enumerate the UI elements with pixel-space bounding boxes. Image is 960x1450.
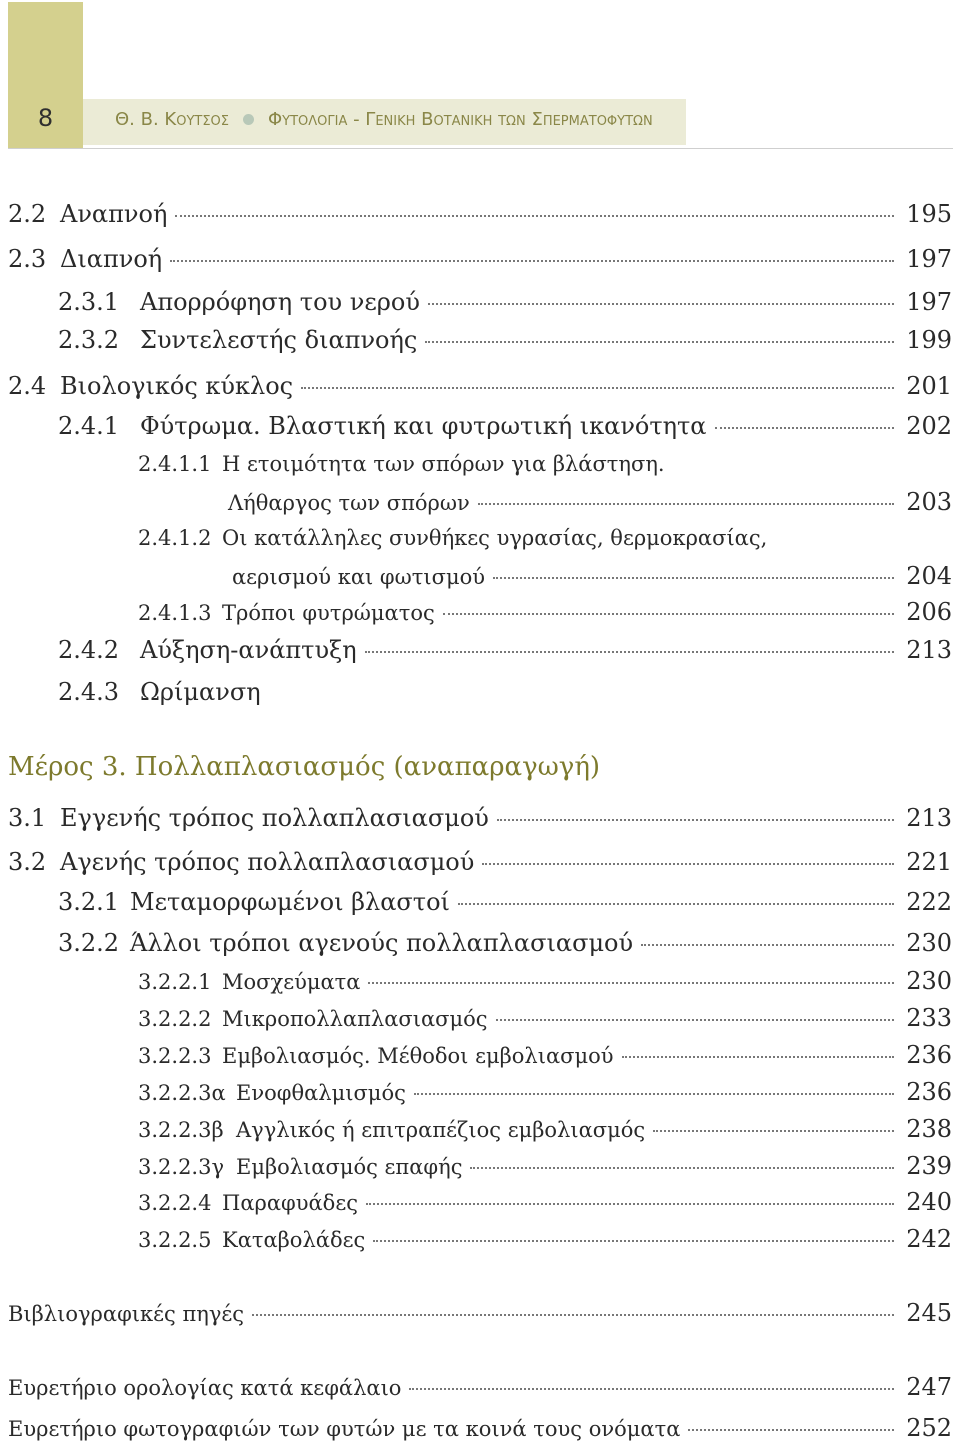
toc-entry-page: 240 [906, 1188, 952, 1216]
toc-entry[interactable]: 3.2.2.3α Ενοφθαλμισμός 236 [138, 1078, 952, 1106]
toc-entry-title: Η ετοιμότητα των σπόρων για βλάστηση. [222, 452, 665, 476]
toc-entry-page: 201 [906, 372, 952, 400]
leader-dots [497, 819, 894, 821]
toc-entry-title: Αναπνοή [60, 200, 168, 228]
toc-entry[interactable]: 2.4.1.1 Η ετοιμότητα των σπόρων για βλάστηση. [138, 452, 665, 476]
toc-entry[interactable]: 2.4.1 Φύτρωμα. Βλαστική και φυτρωτική ικανότητα 202 [58, 412, 952, 440]
toc-entry-title: Βιβλιογραφικές πηγές [8, 1302, 245, 1326]
author-name: Θ. Β. Κουτσος [115, 109, 229, 130]
leader-dots [175, 215, 894, 217]
toc-entry[interactable]: 2.4.3 Ωρίμανση [58, 678, 261, 706]
toc-entry[interactable] [8, 1373, 952, 1409]
leader-dots [470, 1167, 894, 1169]
leader-dots [458, 903, 894, 905]
toc-entry-title: Άλλοι τρόποι αγενούς πολλαπλασιασμού [130, 929, 634, 957]
toc-entry-page: 238 [906, 1115, 952, 1143]
toc-entry[interactable]: 2.3 Διαπνοή 197 [8, 245, 952, 273]
toc-entry-page: 242 [906, 1225, 952, 1253]
leader-dots [653, 1130, 894, 1132]
toc-entry-page: 199 [906, 326, 952, 354]
toc-entry[interactable]: 3.2.2.2 Μικροπολλαπλασιασμός 233 [138, 1004, 952, 1032]
toc-entry-continuation[interactable] [228, 488, 952, 524]
toc-entry-continuation[interactable] [232, 562, 952, 598]
toc-entry[interactable]: 3.2 Αγενής τρόπος πολλαπλασιασμού 221 [8, 848, 952, 876]
toc-entry-title: Ευρετήριο ορολογίας κατά κεφάλαιο [8, 1376, 402, 1400]
leader-dots [414, 1093, 894, 1095]
toc-entry-page: 252 [906, 1414, 952, 1442]
toc-entry[interactable]: 2.4.1.3 Τρόποι φυτρώματος 206 [138, 598, 952, 626]
toc-entry-page: 202 [906, 412, 952, 440]
toc-entry[interactable]: 2.3.1 Απορρόφηση του νερού 197 [58, 288, 952, 316]
toc-entry-title: Τρόποι φυτρώματος [222, 601, 435, 625]
toc-entry[interactable]: 3.2.2.3β Αγγλικός ή επιτραπέζιος εμβολιασμός 238 [138, 1115, 952, 1143]
toc-entry-title: Εγγενής τρόπος πολλαπλασιασμού [60, 804, 489, 832]
toc-entry[interactable]: 3.2.1 Μεταμορφωμένοι βλαστοί 222 [58, 888, 952, 916]
toc-entry[interactable] [8, 1414, 952, 1450]
toc-entry-page: 222 [906, 888, 952, 916]
toc-entry-title: Συντελεστής διαπνοής [140, 326, 418, 354]
toc-entry-title: Μοσχεύματα [222, 970, 361, 994]
toc-entry-title: Εμβολιασμός επαφής [236, 1155, 463, 1179]
leader-dots [301, 387, 894, 389]
toc-entry-page: 197 [906, 288, 952, 316]
toc-entry-page: 239 [906, 1152, 952, 1180]
toc-entry-page: 203 [906, 488, 952, 516]
toc-entry-title: Καταβολάδες [222, 1228, 366, 1252]
toc-entry-title: Μεταμορφωμένοι βλαστοί [130, 888, 450, 916]
toc-entry[interactable]: 3.2.2.3γ Εμβολιασμός επαφής 239 [138, 1152, 952, 1180]
leader-dots [365, 651, 894, 653]
leader-dots [428, 303, 894, 305]
leader-dots [425, 341, 894, 343]
toc-entry-title: Αγγλικός ή επιτραπέζιος εμβολιασμός [236, 1118, 646, 1142]
toc-entry[interactable]: 2.2 Αναπνοή 195 [8, 200, 952, 228]
page-number: 8 [37, 104, 54, 132]
leader-dots [443, 613, 894, 615]
toc-entry-title: Φύτρωμα. Βλαστική και φυτρωτική ικανότητα [140, 412, 707, 440]
toc-entry[interactable]: 3.1 Εγγενής τρόπος πολλαπλασιασμού 213 [8, 804, 952, 832]
toc-entry-title: Ωρίμανση [140, 678, 261, 706]
toc-entry-page: 195 [906, 200, 952, 228]
book-title: Φυτολογια - Γενικη Βοτανικη των Σπερματοφυτων [267, 109, 653, 130]
toc-entry-title: Απορρόφηση του νερού [140, 288, 420, 316]
leader-dots [482, 863, 894, 865]
leader-dots [409, 1388, 894, 1390]
toc-entry[interactable]: 3.2.2 Άλλοι τρόποι αγενούς πολλαπλασιασμού 230 [58, 929, 952, 957]
toc-entry[interactable]: 3.2.2.5 Καταβολάδες 242 [138, 1225, 952, 1253]
toc-entry-page: 197 [906, 245, 952, 273]
toc-entry-page: 236 [906, 1078, 952, 1106]
toc-entry-page: 247 [906, 1373, 952, 1401]
toc-entry-page: 206 [906, 598, 952, 626]
leader-dots [688, 1429, 894, 1431]
toc-entry-page: 230 [906, 929, 952, 957]
leader-dots [715, 427, 894, 429]
toc-entry[interactable] [8, 1299, 952, 1335]
toc-entry-page: 221 [906, 848, 952, 876]
toc-entry-page: 230 [906, 967, 952, 995]
toc-entry-title: Μικροπολλαπλασιασμός [222, 1007, 488, 1031]
toc-entry-title: Ενοφθαλμισμός [236, 1081, 406, 1105]
toc-entry[interactable]: 2.4.1.2 Οι κατάλληλες συνθήκες υγρασίας, θερμοκρασίας, [138, 526, 768, 550]
toc-entry-title: Αύξηση-ανάπτυξη [140, 636, 357, 664]
toc-entry-page: 236 [906, 1041, 952, 1069]
toc-entry-page: 204 [906, 562, 952, 590]
leader-dots [493, 577, 894, 579]
leader-dots [622, 1056, 894, 1058]
toc-entry-title: Εμβολιασμός. Μέθοδοι εμβολιασμού [222, 1044, 614, 1068]
leader-dots [170, 260, 894, 262]
toc-entry-page: 233 [906, 1004, 952, 1032]
leader-dots [496, 1019, 894, 1021]
leader-dots [641, 944, 894, 946]
toc-entry[interactable]: 2.4.2 Αύξηση-ανάπτυξη 213 [58, 636, 952, 664]
toc-entry-title: Βιολογικός κύκλος [60, 372, 294, 400]
toc-entry-page: 245 [906, 1299, 952, 1327]
toc-entry-title: Παραφυάδες [222, 1191, 358, 1215]
leader-dots [478, 503, 894, 505]
toc-entry[interactable]: 2.4 Βιολογικός κύκλος 201 [8, 372, 952, 400]
leader-dots [252, 1314, 894, 1316]
toc-entry-title: αερισμού και φωτισμού [232, 565, 485, 589]
part-heading: Μέρος 3. Πολλαπλασιασμός (αναπαραγωγή) [8, 752, 601, 782]
leader-dots [368, 982, 894, 984]
toc-entry-page: 213 [906, 636, 952, 664]
toc-entry[interactable]: 2.3.2 Συντελεστής διαπνοής 199 [58, 326, 952, 354]
leader-dots [373, 1240, 894, 1242]
toc-entry[interactable]: 3.2.2.3 Εμβολιασμός. Μέθοδοι εμβολιασμού 236 [138, 1041, 952, 1069]
toc-entry[interactable]: 3.2.2.1 Μοσχεύματα 230 [138, 967, 952, 995]
toc-entry-title: Λήθαργος των σπόρων [228, 491, 470, 515]
toc-entry[interactable]: 3.2.2.4 Παραφυάδες 240 [138, 1188, 952, 1216]
leader-dots [366, 1203, 894, 1205]
toc-entry-title: Αγενής τρόπος πολλαπλασιασμού [60, 848, 475, 876]
toc-entry-title: Ευρετήριο φωτογραφιών των φυτών με τα κοινά τους ονόματα [8, 1417, 681, 1441]
toc-entry-title: Οι κατάλληλες συνθήκες υγρασίας, θερμοκρασίας, [222, 526, 768, 550]
toc-entry-title: Διαπνοή [60, 245, 163, 273]
toc-entry-page: 213 [906, 804, 952, 832]
